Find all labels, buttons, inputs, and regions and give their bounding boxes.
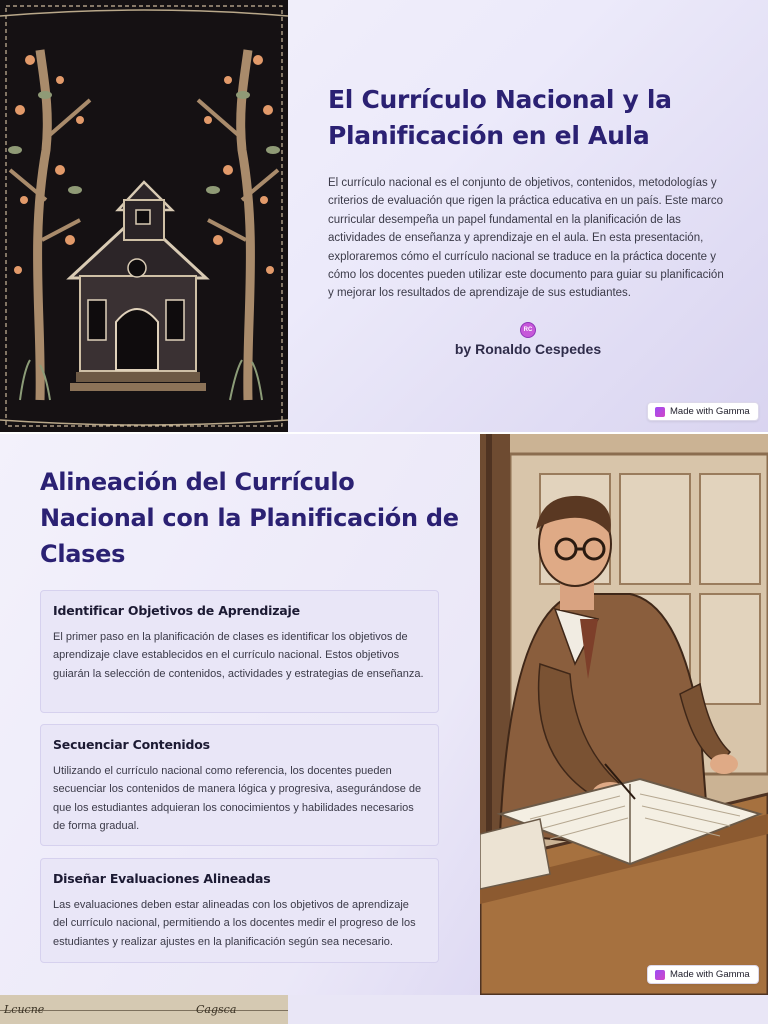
card-heading: Identificar Objetivos de Aprendizaje [53,603,300,618]
author-block [328,318,728,357]
badge-label: Made with Gamma [670,969,750,980]
card-objetivos [40,590,439,713]
author-name: by Ronaldo Cespedes [454,340,602,357]
slide-1 [0,0,768,432]
badge-label: Made with Gamma [670,406,750,417]
made-with-gamma-badge[interactable] [647,402,759,421]
slide-title: Alineación del Currículo Nacional con la Planificación de Clases [40,468,459,568]
handwritten-word: Lcucne [4,1003,45,1016]
gamma-logo-icon [655,407,665,417]
slide-2 [0,434,768,995]
gamma-logo-icon [655,970,665,980]
card-evaluaciones [40,858,439,963]
intro-paragraph: El currículo nacional es el conjunto de objetivos, contenidos, metodologías y criterios de evaluación que rigen la práctica educativa en un país. Este marco curricular desempeña un papel fundamental en la planificación de las actividades de enseñanza y aprendizaje en el aula. En esta presentación, exploraremos cómo el currículo nacional se traduce en la práctica docente y cómo los docentes pueden utilizar este documento para guiar su planificación y mejorar los resultados de aprendizaje de sus estudiantes. [328,177,724,300]
card-heading: Secuenciar Contenidos [53,737,210,752]
teacher-illustration [480,434,768,995]
avatar: RC [520,322,536,338]
card-secuenciar [40,724,439,846]
card-body: Utilizando el currículo nacional como referencia, los docentes pueden secuenciar los contenidos de manera lógica y progresiva, asegurándose de que los estudiantes adquieran los conocimientos y habilidades necesarios de forma gradual. [53,765,422,833]
presentation-title: El Currículo Nacional y la Planificación en el Aula [328,85,672,150]
house-illustration [0,0,288,432]
next-slide-preview [0,995,288,1024]
card-body: El primer paso en la planificación de clases es identificar los objetivos de aprendizaje clave establecidos en el currículo nacional. Estos objetivos guiarán la selección de contenidos, actividades y estrategias de enseñanza. [53,631,424,680]
made-with-gamma-badge[interactable] [647,965,759,984]
card-body: Las evaluaciones deben estar alineadas con los objetivos de aprendizaje del currículo nacional, permitiendo a los docentes medir el progreso de los estudiantes y realizar ajustes en la planificación según sea necesario. [53,899,416,948]
handwritten-word: Cagsca [196,1003,237,1016]
card-heading: Diseñar Evaluaciones Alineadas [53,871,271,886]
